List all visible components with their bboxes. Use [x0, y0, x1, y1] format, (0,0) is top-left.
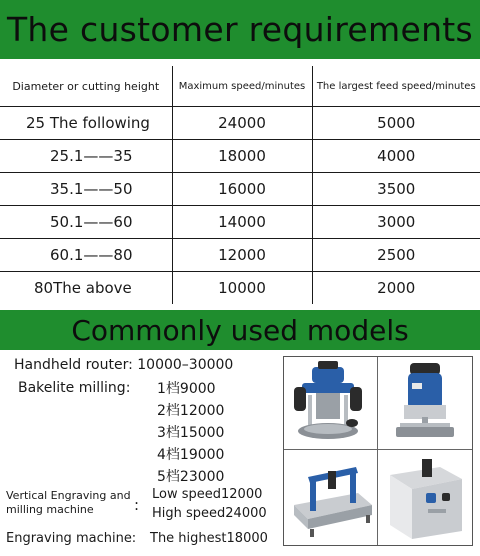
cell-feed-speed: 3000 — [312, 206, 480, 239]
vertical-mill-high-speed: High speed24000 — [152, 506, 267, 521]
column-header-diameter: Diameter or cutting height — [0, 66, 172, 107]
bakelite-gear-1: 1档9000 — [157, 381, 216, 397]
table-row — [0, 206, 480, 239]
cell-diameter: 35.1——50 — [0, 173, 172, 206]
cell-max-speed: 10000 — [172, 272, 312, 305]
bakelite-gear-2: 2档12000 — [157, 403, 225, 419]
cell-feed-speed: 5000 — [312, 107, 480, 140]
column-header-feed-speed: The largest feed speed/minutes — [312, 66, 480, 107]
bakelite-gear-4: 4档19000 — [157, 447, 225, 463]
machine-photo-grid — [283, 356, 473, 546]
spindle-moulder-photo-icon — [382, 453, 468, 541]
bakelite-milling-label: Bakelite milling: — [18, 380, 131, 396]
cell-feed-speed: 4000 — [312, 140, 480, 173]
cell-diameter: 60.1——80 — [0, 239, 172, 272]
column-header-max-speed: Maximum speed/minutes — [172, 66, 312, 107]
vertical-mill-label-line-1: Vertical Engraving and — [6, 489, 131, 502]
page-title: The customer requirements — [6, 10, 474, 49]
cell-diameter: 50.1——60 — [0, 206, 172, 239]
cell-max-speed: 14000 — [172, 206, 312, 239]
handheld-router-value: 10000–30000 — [137, 357, 234, 373]
trimmer-photo-icon — [382, 361, 468, 445]
cell-max-speed: 18000 — [172, 140, 312, 173]
cnc-machine-photo-icon — [288, 453, 374, 541]
vertical-mill-label-line-2: milling machine — [6, 503, 94, 516]
table-row — [0, 272, 480, 305]
table-row — [0, 107, 480, 140]
cell-feed-speed: 2000 — [377, 279, 416, 297]
router-photo-icon — [288, 361, 374, 445]
page-title-banner — [0, 0, 480, 59]
cell-diameter: 25 The following — [0, 107, 172, 140]
engraving-machine-label: Engraving machine: — [6, 531, 137, 546]
section-title: Commonly used models — [71, 313, 409, 347]
table-header-row — [0, 66, 480, 107]
handheld-router-row — [14, 357, 233, 373]
bakelite-gear-5: 5档23000 — [157, 469, 225, 485]
table-row — [0, 239, 480, 272]
bakelite-gear-3: 3档15000 — [157, 425, 225, 441]
table-row — [0, 173, 480, 206]
cell-max-speed: 12000 — [172, 239, 312, 272]
cell-feed-speed: 3500 — [312, 173, 480, 206]
cell-feed-speed: 2500 — [312, 239, 480, 272]
vertical-mill-separator: : — [134, 496, 140, 514]
vertical-mill-low-speed: Low speed12000 — [152, 487, 263, 502]
cell-max-speed: 24000 — [172, 107, 312, 140]
table-row — [0, 140, 480, 173]
cell-diameter: 25.1——35 — [0, 140, 172, 173]
cell-max-speed: 16000 — [172, 173, 312, 206]
section-title-banner — [0, 310, 480, 350]
cell-diameter: 80The above — [0, 272, 172, 305]
speed-requirements-table — [0, 66, 480, 304]
engraving-machine-value: The highest18000 — [150, 531, 268, 546]
handheld-router-label: Handheld router: — [14, 357, 133, 373]
